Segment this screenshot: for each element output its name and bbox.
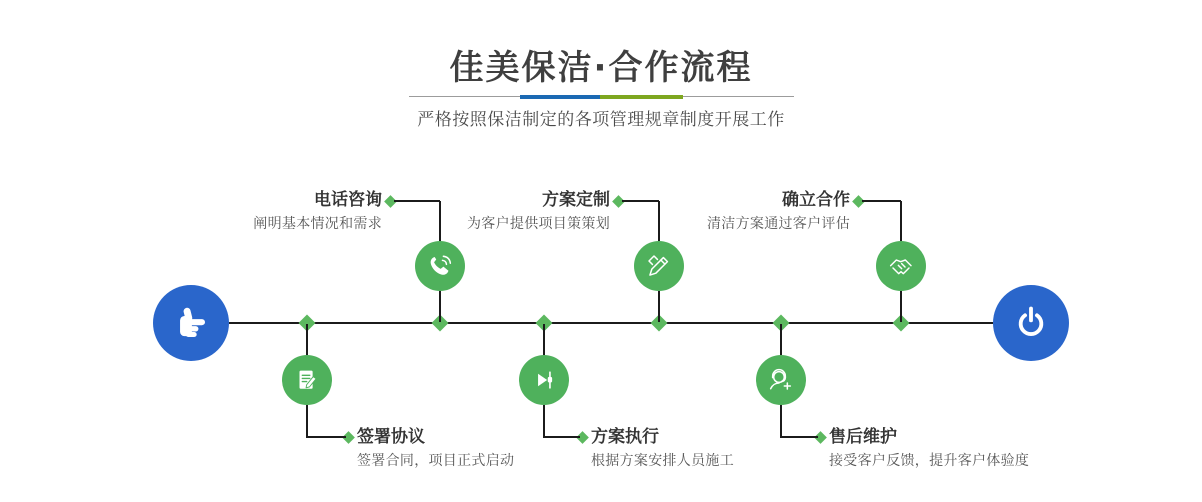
step-icon-circle — [756, 355, 806, 405]
timeline-line — [229, 322, 993, 324]
divider-gray-left — [409, 96, 520, 97]
step-desc: 阐明基本情况和需求 — [253, 216, 382, 232]
play-slider-icon — [529, 365, 559, 395]
power-icon — [1010, 302, 1052, 344]
step-text — [253, 189, 382, 234]
flow-start-node — [153, 285, 229, 361]
headset-icon — [765, 364, 797, 396]
page-subtitle: 严格按照保洁制定的各项管理规章制度开展工作 — [417, 110, 785, 130]
step-desc: 签署合同，项目正式启动 — [357, 453, 515, 469]
phone-icon — [425, 251, 455, 281]
step-icon-circle — [519, 355, 569, 405]
step-text — [707, 189, 850, 234]
step-text — [467, 189, 610, 234]
title-divider — [409, 94, 794, 99]
contract-icon — [292, 365, 322, 395]
step-text — [829, 426, 1029, 471]
divider-green-segment — [600, 95, 683, 99]
step-icon-circle — [876, 241, 926, 291]
step-title: 签署协议 — [357, 427, 425, 447]
step-title: 确立合作 — [782, 190, 850, 210]
step-icon-circle — [634, 241, 684, 291]
step-icon-circle — [415, 241, 465, 291]
step-text — [591, 426, 734, 471]
pointing-hand-icon — [170, 302, 212, 344]
divider-gray-right — [683, 96, 794, 97]
divider-blue-segment — [520, 95, 600, 99]
step-title: 方案执行 — [591, 427, 659, 447]
step-desc: 为客户提供项目策策划 — [467, 216, 610, 232]
page-title: 佳美保洁·合作流程 — [449, 48, 753, 88]
step-title: 售后维护 — [829, 427, 897, 447]
step-icon-circle — [282, 355, 332, 405]
step-desc: 清洁方案通过客户评估 — [707, 216, 850, 232]
step-desc: 接受客户反馈，提升客户体验度 — [829, 453, 1030, 469]
flow-end-node — [993, 285, 1069, 361]
step-title: 电话咨询 — [314, 190, 382, 210]
pencil-icon — [644, 251, 674, 281]
step-text — [357, 426, 514, 471]
step-title: 方案定制 — [542, 190, 610, 210]
handshake-icon — [885, 250, 917, 282]
step-desc: 根据方案安排人员施工 — [591, 453, 734, 469]
